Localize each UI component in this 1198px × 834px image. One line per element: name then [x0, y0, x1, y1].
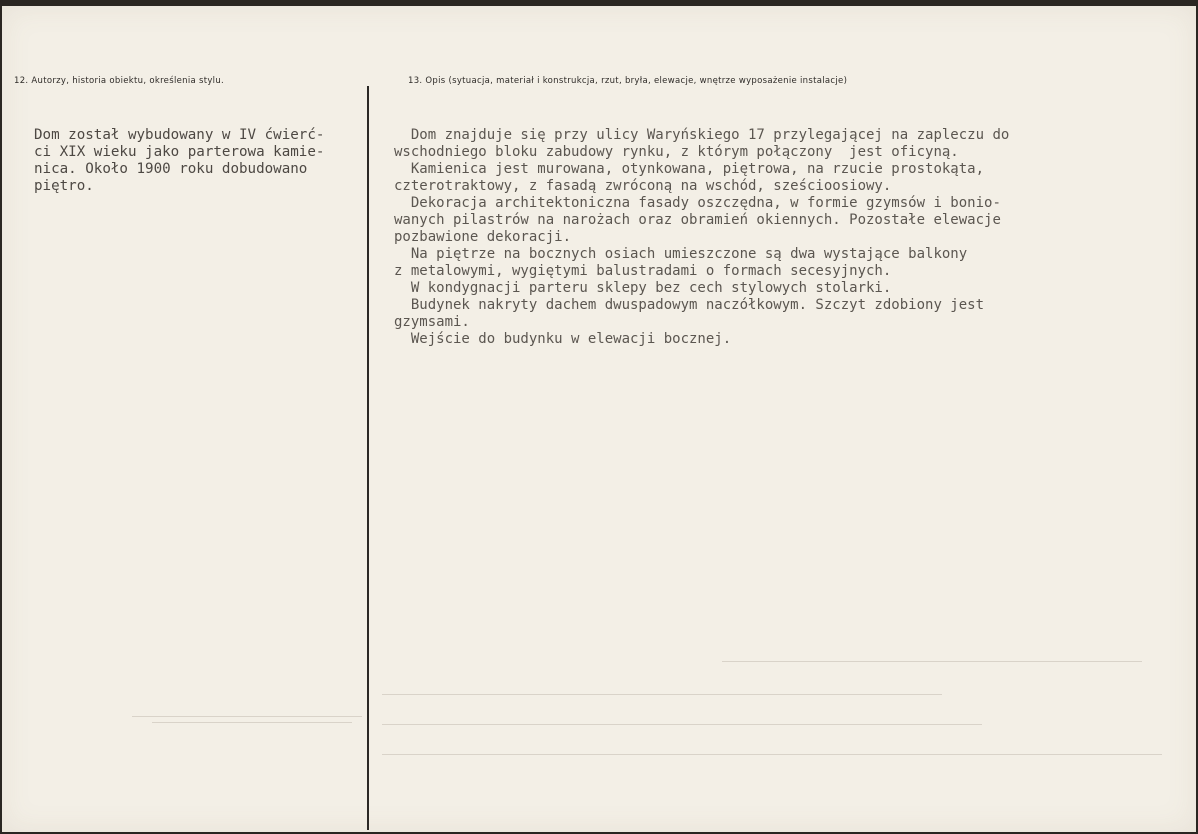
section-13-line: z metalowymi, wygiętymi balustradami o formach secesyjnych. — [394, 263, 892, 279]
section-13-line: W kondygnacji parteru sklepy bez cech stylowych stolarki. — [394, 280, 892, 296]
section-13-line: Na piętrze na bocznych osiach umieszczone są dwa wystające balkony — [394, 246, 968, 262]
section-12-heading: 12. Autorzy, historia obiektu, określenia stylu. — [14, 76, 225, 86]
section-13-line: Wejście do budynku w elewacji bocznej. — [394, 331, 732, 347]
section-13-line: Dom znajduje się przy ulicy Waryńskiego 17 przylegającej na zapleczu do — [394, 127, 1010, 143]
section-13-line: Dekoracja architektoniczna fasady oszczędna, w formie gzymsów i bonio- — [394, 195, 1001, 211]
column-divider — [367, 86, 369, 830]
section-13-line: wschodniego bloku zabudowy rynku, z którym połączony jest oficyną. — [394, 144, 959, 160]
section-13-line: czterotraktowy, z fasadą zwróconą na wschód, sześcioosiowy. — [394, 178, 892, 194]
section-13-line: gzymsami. — [394, 314, 470, 330]
section-13-text — [394, 127, 1184, 348]
section-13-line: pozbawione dekoracji. — [394, 229, 572, 245]
section-13-line: Budynek nakryty dachem dwuspadowym naczółkowym. Szczyt zdobiony jest — [394, 297, 985, 313]
inventory-card — [2, 6, 1196, 832]
section-13-heading: 13. Opis (sytuacja, materiał i konstrukcja, rzut, bryła, elewacje, wnętrze wyposażenie instalacje) — [408, 76, 848, 86]
section-12-line: Dom został wybudowany w IV ćwierć- — [34, 127, 325, 143]
bleed-through-mark — [382, 724, 982, 725]
section-13-line: Kamienica jest murowana, otynkowana, piętrowa, na rzucie prostokąta, — [394, 161, 985, 177]
section-12-line: nica. Około 1900 roku dobudowano — [34, 161, 308, 177]
bleed-through-mark — [722, 661, 1142, 662]
section-12-text — [34, 127, 364, 195]
section-12-line: piętro. — [34, 178, 94, 194]
bleed-through-mark — [132, 716, 362, 717]
section-12-line: ci XIX wieku jako parterowa kamie- — [34, 144, 325, 160]
bleed-through-mark — [382, 754, 1162, 755]
section-13-line: wanych pilastrów na narożach oraz obramień okiennych. Pozostałe elewacje — [394, 212, 1001, 228]
bleed-through-mark — [382, 694, 942, 695]
bleed-through-mark — [152, 722, 352, 723]
